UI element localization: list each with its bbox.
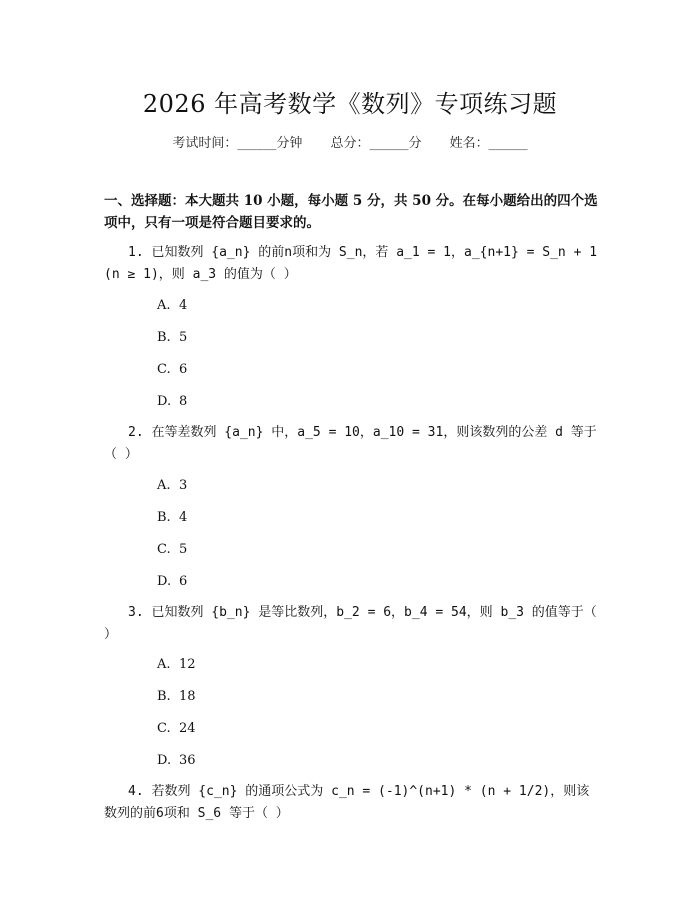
question-3-option-b <box>157 687 196 707</box>
option-letter: A. <box>157 478 171 493</box>
option-value: 6 <box>179 362 188 377</box>
option-letter: C. <box>157 362 171 377</box>
question-1: 1. 已知数列 {a_n} 的前n项和为 S_n，若 a_1 = 1，a_{n+1} = S_n + 1 (n ≥ 1)，则 a_3 的值为（ ） <box>104 245 598 282</box>
option-letter: D. <box>157 394 172 409</box>
question-2-option-c <box>157 540 187 560</box>
question-3-option-c <box>157 719 196 739</box>
option-value: 5 <box>179 542 188 557</box>
question-1-option-c <box>157 360 187 380</box>
question-3: 3. 已知数列 {b_n} 是等比数列，b_2 = 6，b_4 = 54，则 b_3 的值等于（ ） <box>104 605 597 642</box>
option-value: 36 <box>179 753 196 768</box>
question-1-option-b <box>157 328 187 348</box>
option-value: 4 <box>179 510 188 525</box>
exam-info <box>0 132 700 151</box>
option-letter: A. <box>157 657 171 672</box>
option-value: 3 <box>179 478 188 493</box>
question-3-option-a <box>157 655 196 675</box>
option-letter: D. <box>157 574 172 589</box>
option-letter: D. <box>157 753 172 768</box>
student-name-field: 姓名：______ <box>449 136 528 151</box>
exam-time-field: 考试时间：______分钟 <box>172 136 303 151</box>
option-letter: A. <box>157 298 171 313</box>
option-value: 24 <box>179 721 196 736</box>
option-value: 4 <box>179 298 188 313</box>
option-value: 6 <box>179 574 188 589</box>
question-4: 4. 若数列 {c_n} 的通项公式为 c_n = (-1)^(n+1) * (n + 1/2)，则该数列的前6项和 S_6 等于（ ） <box>104 784 590 821</box>
question-2-option-d <box>157 572 187 592</box>
option-letter: B. <box>157 689 171 704</box>
question-2-option-a <box>157 476 187 496</box>
option-letter: B. <box>157 330 171 345</box>
question-1-option-d <box>157 392 187 412</box>
option-letter: C. <box>157 721 171 736</box>
option-letter: B. <box>157 510 171 525</box>
option-value: 8 <box>179 394 188 409</box>
question-3-option-d <box>157 751 196 771</box>
question-2-option-b <box>157 508 187 528</box>
option-value: 5 <box>179 330 188 345</box>
option-value: 18 <box>179 689 196 704</box>
question-1-option-a <box>157 296 187 316</box>
option-value: 12 <box>179 657 196 672</box>
option-letter: C. <box>157 542 171 557</box>
question-2: 2. 在等差数列 {a_n} 中，a_5 = 10，a_10 = 31，则该数列的公差 d 等于（ ） <box>104 425 597 462</box>
total-score-field: 总分：______分 <box>330 136 422 151</box>
section-heading: 一、选择题：本大题共 10 小题，每小题 5 分，共 50 分。在每小题给出的四个选项中，只有一项是符合题目要求的。 <box>104 193 598 231</box>
page-title: 2026 年高考数学《数列》专项练习题 <box>142 90 558 118</box>
